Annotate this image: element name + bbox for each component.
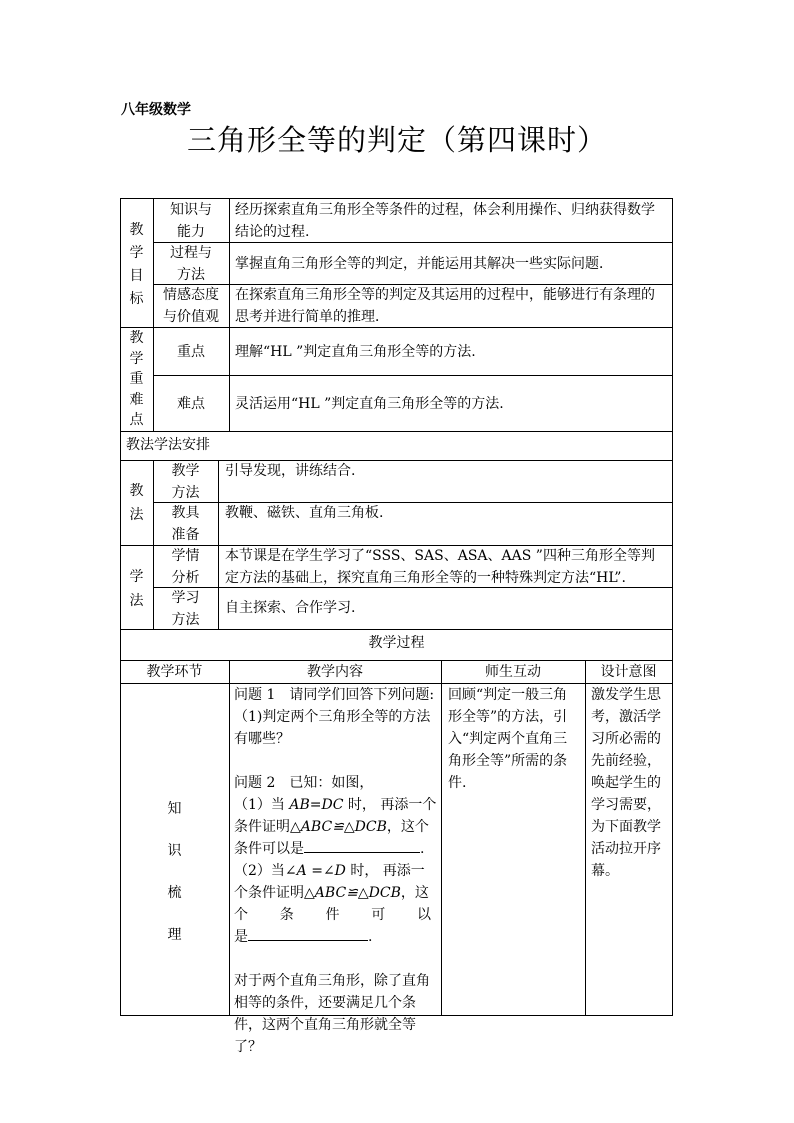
teaching-approach-label: 教学 方法 (171, 463, 200, 501)
process-title: 教学过程 (368, 635, 425, 651)
difficulty-label: 难点 (177, 396, 205, 412)
teaching-tools-label: 教具 准备 (171, 505, 200, 543)
process-label: 过程与 方法 (170, 245, 212, 283)
teaching-content: 问题 1 请同学们回答下列问题: （1)判定两个三角形全等的方法有哪些？ 问题 2 已知：如图， （1）当 AB=DC 时， 再添一个 条件证明△ABC≌△DCB，这个 条件可以是 . （2）当∠A =∠D 时， 再添一 个条件证明△ABC≌△DCB，这 个 条 件 可 以 是 . 对于两个直角三角形，除了直角相等的条件，还要满足几个条件，这两个直角三角形就全等了？ (234, 687, 437, 1055)
stage-label: 知 识 梳 理 (167, 801, 182, 943)
key-points-label: 教 学 重 难 点 (129, 330, 144, 428)
learning-method-label: 学 法 (129, 569, 144, 609)
header-interaction: 师生互动 (485, 664, 541, 680)
learner-analysis-label: 学情 分析 (171, 548, 200, 586)
key-point-content: 理解“HL ”判定直角三角形全等的方法. (235, 344, 476, 360)
header-content: 教学内容 (307, 664, 363, 680)
difficulty-content: 灵活运用“HL ”判定直角三角形全等的方法. (235, 396, 504, 412)
learning-approach-label: 学习 方法 (171, 590, 200, 628)
objectives-label: 教 学 目 标 (129, 222, 144, 307)
methods-header: 教法学法安排 (126, 437, 210, 453)
attitude-content: 在探索直角三角形全等的判定及其运用的过程中，能够进行有条理的思考并进行简单的推理． (235, 287, 655, 325)
knowledge-label: 知识与 能力 (170, 202, 212, 240)
learning-approach-content: 自主探索、合作学习. (225, 600, 356, 616)
intent-content: 激发学生思考，激活学习所必需的先前经验，唤起学生的学习需要，为下面教学活动拉开序幕。 (591, 687, 661, 879)
teaching-tools-content: 教鞭、磁铁、直角三角板. (225, 505, 384, 521)
answer-blank-2[interactable] (248, 926, 368, 941)
teaching-method-label: 教 法 (129, 483, 144, 523)
teaching-approach-content: 引导发现，讲练结合. (225, 463, 356, 479)
grade-label: 八年级数学 (121, 102, 191, 118)
learner-analysis-content: 本节课是在学生学习了“SSS、SAS、ASA、AAS ”四种三角形全等判定方法的基础上，探究直角三角形全等的一种特殊判定方法“HL”. (225, 548, 655, 586)
header-intent: 设计意图 (600, 664, 657, 680)
interaction-content: 回顾“判定一般三角形全等”的方法，引入“判定两个直角三角形全等”所需的条件. (448, 687, 568, 791)
key-point-label: 重点 (177, 344, 205, 360)
process-content: 掌握直角三角形全等的判定，并能运用其解决一些实际问题． (235, 256, 613, 272)
header-stage: 教学环节 (146, 664, 203, 680)
answer-blank-1[interactable] (304, 838, 420, 853)
attitude-label: 情感态度 与价值观 (163, 287, 219, 325)
knowledge-content: 经历探索直角三角形全等条件的过程，体会利用操作、归纳获得数学结论的过程. (235, 202, 655, 240)
page-title: 三角形全等的判定（第四课时） (186, 123, 607, 157)
